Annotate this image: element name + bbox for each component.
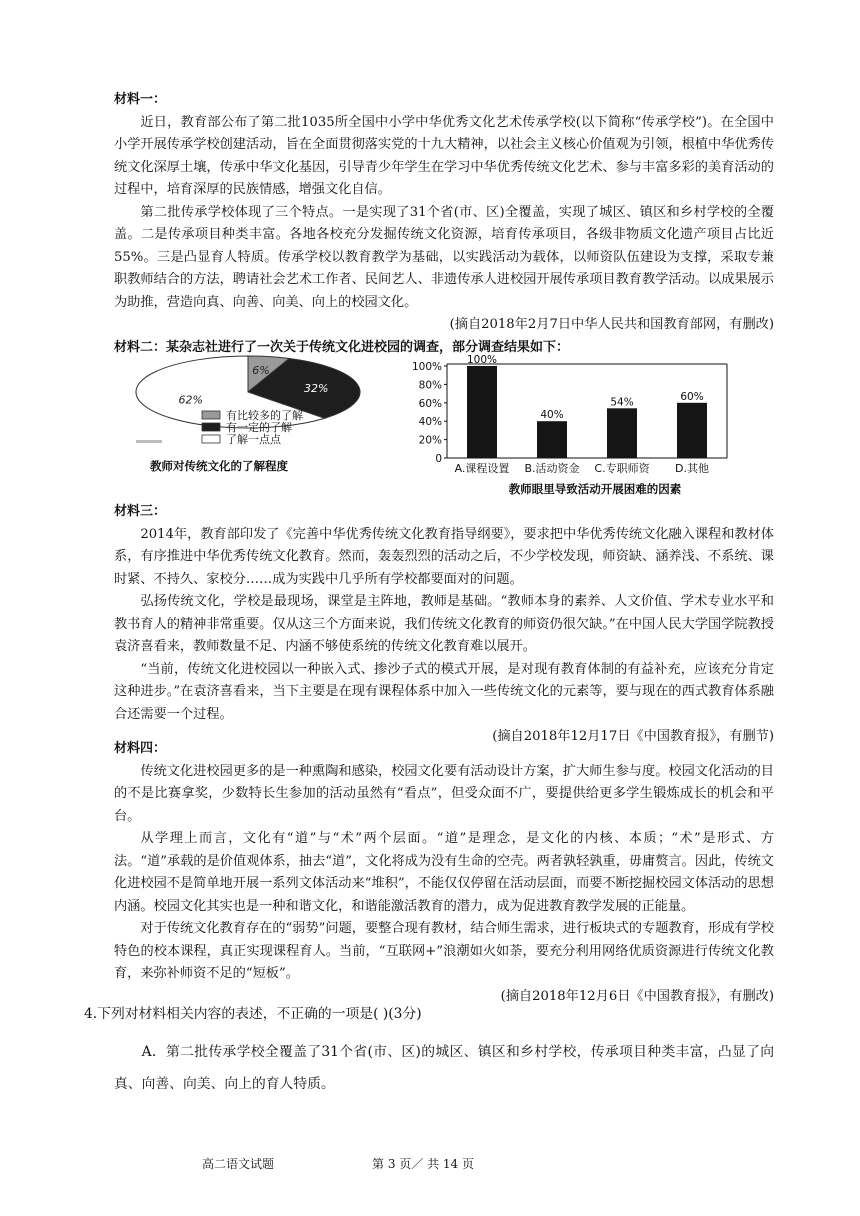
pie-legend-label: 有一定的了解	[226, 421, 292, 434]
bar-y-tick-label: 40%	[418, 416, 442, 429]
pie-legend-label: 了解一点点	[226, 433, 281, 446]
bar-y-tick-label: 0	[435, 453, 442, 465]
material-one	[114, 89, 774, 359]
material-four-para-1: 传统文化进校园更多的是一种熏陶和感染，校园文化要有活动设计方案，扩大师生参与度。校园文化活动的目的不是比赛拿奖，少数特长生参加的活动虽然有“看点”，但受众面不广，要提供给更多学生锻炼成长的机会和平台。	[114, 763, 774, 824]
bar-category-label: C.专职师资	[594, 462, 650, 475]
material-four-para-2: 从学理上而言，文化有“道”与“术”两个层面。“道”是理念，是文化的内核、本质；“术”是形式、方法。“道”承载的是价值观体系，抽去“道”，文化将成为没有生命的空壳。两者孰轻孰重，毋庸赘言。因此，传统文化进校园不是简单地开展一系列文体活动来“堆积”，不能仅仅停留在活动层面，而要不断挖掘校园文体活动的思想内涵。校园文化其实也是一种和谐文化，和谐能激活教育的潜力，成为促进教育教学发展的正能量。	[114, 831, 774, 914]
pie-chart	[130, 352, 370, 477]
question-option-a: A．第二批传承学校全覆盖了31个省(市、区)的城区、镇区和乡村学校，传承项目种类丰富，凸显了向真、向善、向美、向上的育人特质。	[114, 1044, 774, 1092]
bar-y-tick-label: 100%	[411, 361, 442, 373]
bar-4	[677, 403, 707, 458]
bar-2	[537, 421, 567, 458]
question-stem: 4.下列对材料相关内容的表述，不正确的一项是( )(3分)	[84, 1006, 422, 1022]
material-four-para-3: 对于传统文化教育存在的“弱势”问题，要整合现有教材，结合师生需求，进行板块式的专题教育，形成有学校特色的校本课程，真正实现课程育人。当前，“互联网+”浪潮如火如荼，要充分利用网络优质资源进行传统文化教育，来弥补师资不足的“短板”。	[114, 921, 774, 981]
pie-legend-swatch	[202, 435, 220, 443]
pie-legend-swatch	[202, 411, 220, 419]
bar-value-label: 40%	[540, 409, 564, 422]
bar-category-label: B.活动资金	[524, 462, 580, 475]
pie-chart-title: 教师对传统文化的了解程度	[150, 459, 288, 473]
material-three-para-3: “当前，传统文化进校园以一种嵌入式、掺沙子式的模式开展，是对现有教育体制的有益补充，应该充分肯定这种进步。”在袁济喜看来，当下主要是在现有课程体系中加入一些传统文化的元素等，要与现在的西式教育体系融合还需要一个过程。	[114, 661, 774, 722]
bar-value-label: 60%	[680, 390, 704, 403]
material-three-title: 材料三：	[114, 504, 167, 519]
bar-chart-title: 教师眼里导致活动开展困难的因素	[508, 482, 682, 496]
bar-value-label: 54%	[610, 396, 634, 409]
pie-value-label: 32%	[303, 381, 329, 395]
bar-value-label: 100%	[466, 354, 498, 366]
pie-legend-label: 有比较多的了解	[226, 409, 303, 422]
bar-3	[607, 408, 637, 458]
bar-1	[467, 366, 497, 458]
bar-marks	[455, 354, 709, 475]
bar-y-tick-label: 80%	[418, 379, 442, 392]
bar-chart	[405, 352, 745, 502]
pie-value-label: 62%	[178, 393, 203, 407]
material-four-source: (摘自2018年12月6日《中国教育报》，有删改)	[500, 988, 774, 1004]
material-one-title: 材料一：	[114, 92, 167, 107]
pie-legend-swatch	[202, 423, 220, 431]
material-one-source: (摘自2018年2月7日中华人民共和国教育部网，有删改)	[449, 317, 774, 332]
pie-value-label: 6%	[252, 364, 270, 378]
material-three	[114, 501, 774, 749]
bar-category-label: A.课程设置	[454, 462, 510, 475]
footer-page-number: 第 3 页／ 共 14 页	[372, 1157, 474, 1171]
material-one-para-2: 第二批传承学校体现了三个特点。一是实现了31个省(市、区)全覆盖，实现了城区、镇区和乡村学校的全覆盖。二是传承项目种类丰富。各地各校充分发掘传统文化资源，培育传承项目，各级非物质文化遗产项目占比近55%。三是凸显育人特质。传承学校以教育教学为基础，以实践活动为载体，以师资队伍建设为支撑，采取专兼职教师结合的方法，聘请社会艺术工作者、民间艺人、非遗传承人进校园开展传承项目教育教学活动。以成果展示为助推，营造向真、向善、向美、向上的校园文化。	[114, 204, 774, 310]
bar-y-tick-label: 60%	[418, 397, 442, 410]
material-one-para-1: 近日，教育部公布了第二批1035所全国中小学中华优秀文化艺术传承学校(以下简称“传承学校”)。在全国中小学开展传承学校创建活动，旨在全面贯彻落实党的十九大精神，以社会主义核心价值观为引领，根植中华优秀传统文化深厚土壤，传承中华文化基因，引导青少年学生在学习中华优秀传统文化艺术、参与丰富多彩的美育活动的过程中，培育深厚的民族情感，增强文化自信。	[114, 114, 774, 197]
bar-y-tick-label: 20%	[418, 434, 442, 447]
footer-subject: 高二语文试题	[202, 1157, 275, 1171]
material-four	[114, 738, 774, 1008]
bar-category-label: D.其他	[675, 462, 709, 475]
material-three-para-1: 2014年，教育部印发了《完善中华优秀传统文化教育指导纲要》，要求把中华优秀传统文化融入课程和教材体系，有序推进中华优秀传统文化教育。然而，轰轰烈烈的活动之后，不少学校发现，师资缺、涵养浅、不系统、课时紧、不持久、家校分……成为实践中几乎所有学校都要面对的问题。	[114, 526, 774, 587]
material-three-source: (摘自2018年12月17日《中国教育报》，有删节)	[492, 729, 774, 744]
question-4	[84, 998, 774, 1100]
material-three-para-2: 弘扬传统文化，学校是最现场，课堂是主阵地，教师是基础。“教师本身的素养、人文价值、学术专业水平和教书育人的精神非常重要。仅从这三个方面来说，我们传统文化教育的师资仍很欠缺。”在中国人民大学国学院教授袁济喜看来，教师数量不足、内涵不够使系统的传统文化教育难以展开。	[114, 594, 774, 654]
material-four-title: 材料四：	[114, 741, 167, 756]
material-two-title: 材料二：某杂志社进行了一次关于传统文化进校园的调查，部分调查结果如下：	[114, 339, 570, 355]
pie-legend-marker	[136, 440, 162, 443]
